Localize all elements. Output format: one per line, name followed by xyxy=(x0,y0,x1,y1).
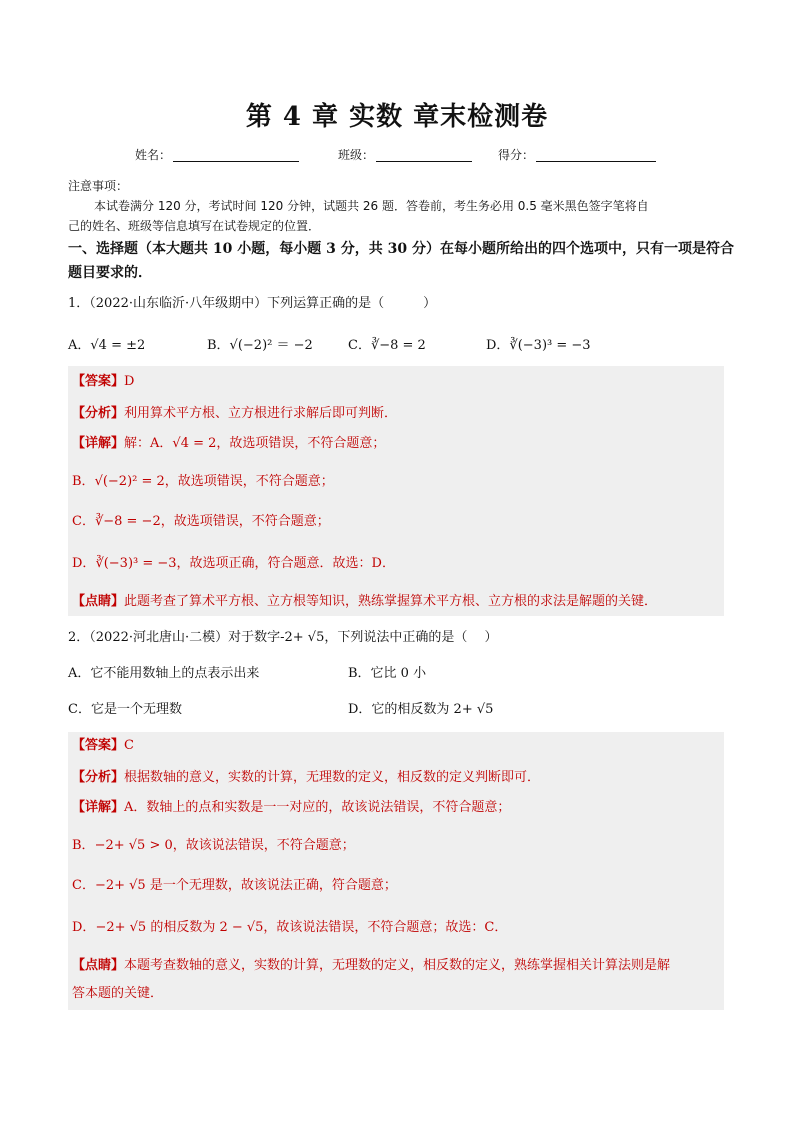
question-2-option-c[interactable]: C．它是一个无理数 xyxy=(68,702,182,717)
notice-heading: 注意事项： xyxy=(68,179,129,193)
answer-value: C xyxy=(124,738,134,753)
detail-d-text: ∛(−3)³ = −3，故选项正确，符合题意．故选：D． xyxy=(95,556,395,571)
notice-line-1: 本试卷满分 120 分，考试时间 120 分钟，试题共 26 题．答卷前，考生务必用 0.5 毫米黑色签字笔将自 xyxy=(94,199,649,213)
class-blank[interactable] xyxy=(376,148,472,162)
q1-comment-line xyxy=(72,592,657,612)
name-field xyxy=(135,146,299,163)
question-1-option-c[interactable]: C．∛−8 = 2 xyxy=(348,338,426,353)
analysis-tag: 【分析】 xyxy=(72,406,125,421)
answer-tag: 【答案】 xyxy=(72,374,125,389)
score-blank[interactable] xyxy=(536,148,656,162)
detail-c-letter: C． xyxy=(72,878,95,893)
comment-text-2: 答本题的关键． xyxy=(72,986,164,1001)
question-1-solution xyxy=(68,366,724,616)
question-2-option-d[interactable]: D．它的相反数为 2+ √5 xyxy=(348,702,494,717)
score-field xyxy=(498,146,656,163)
comment-tag: 【点睛】 xyxy=(72,958,125,973)
answer-value: D xyxy=(124,374,135,389)
detail-b-text: √(−2)² = 2，故选项错误，不符合题意； xyxy=(94,474,334,489)
question-2-stem: 2．（2022·河北唐山·二模）对于数字-2+ √5，下列说法中正确的是（ ） xyxy=(68,630,498,645)
comment-text: 此题考查了算术平方根、立方根等知识，熟练掌握算术平方根、立方根的求法是解题的关键． xyxy=(124,594,658,609)
q1-detail-line-c xyxy=(72,512,330,532)
answer-tag: 【答案】 xyxy=(72,738,125,753)
section-heading-line-2: 题目要求的． xyxy=(68,265,152,281)
notice-line-2: 己的姓名、班级等信息填写在试卷规定的位置． xyxy=(68,219,321,233)
q2-detail-line-c xyxy=(72,876,397,896)
q2-detail-line-d xyxy=(72,918,507,938)
q2-comment-line-2 xyxy=(72,984,163,1004)
detail-c-text: ∛−8 = −2，故选项错误，不符合题意； xyxy=(94,514,330,529)
detail-c-letter: C． xyxy=(72,514,95,529)
question-1-option-a[interactable]: A．√4 = ±2 xyxy=(68,338,146,353)
class-label: 班级： xyxy=(338,148,375,162)
detail-c-text: −2+ √5 是一个无理数，故该说法正确，符合题意； xyxy=(94,878,397,893)
page-title: 第 4 章 实数 章末检测卷 xyxy=(245,102,549,132)
comment-text-1: 本题考查数轴的意义，实数的计算，无理数的定义，相反数的定义，熟练掌握相关计算法则是解 xyxy=(124,958,671,973)
score-label: 得分： xyxy=(498,148,535,162)
section-heading-line-1: 一、选择题（本大题共 10 小题，每小题 3 分，共 30 分）在每小题所给出的四个选项中，只有一项是符合 xyxy=(68,241,734,257)
q2-comment-line-1 xyxy=(72,956,670,976)
analysis-tag: 【分析】 xyxy=(72,770,125,785)
q2-detail-line-b xyxy=(72,836,355,856)
detail-tag: 【详解】 xyxy=(72,800,125,815)
q1-detail-line-a xyxy=(72,434,385,454)
question-2-option-a[interactable]: A．它不能用数轴上的点表示出来 xyxy=(68,666,260,681)
q2-answer-line xyxy=(72,736,134,756)
detail-b-letter: B． xyxy=(72,838,95,853)
detail-d-text: −2+ √5 的相反数为 2 − √5，故该说法错误，不符合题意；故选：C． xyxy=(95,920,508,935)
detail-d-letter: D． xyxy=(72,920,96,935)
question-2-solution xyxy=(68,732,724,1010)
q1-detail-line-d xyxy=(72,554,395,574)
question-1-option-b[interactable]: B．√(−2)² ＝ −2 xyxy=(207,338,313,353)
detail-d-letter: D． xyxy=(72,556,96,571)
detail-b-letter: B． xyxy=(72,474,95,489)
analysis-text: 根据数轴的意义，实数的计算，无理数的定义，相反数的定义判断即可． xyxy=(124,770,541,785)
question-1-stem: 1．（2022·山东临沂·八年级期中）下列运算正确的是（ ） xyxy=(68,296,437,311)
q2-analysis-line xyxy=(72,768,540,788)
detail-a-text: A．数轴上的点和实数是一一对应的，故该说法错误，不符合题意； xyxy=(124,800,511,815)
name-blank[interactable] xyxy=(173,148,299,162)
detail-a-text: 解：A．√4 = 2，故选项错误，不符合题意； xyxy=(124,436,386,451)
q1-detail-line-b xyxy=(72,472,334,492)
detail-b-text: −2+ √5 > 0，故该说法错误，不符合题意； xyxy=(94,838,355,853)
detail-tag: 【详解】 xyxy=(72,436,125,451)
q2-detail-line-a xyxy=(72,798,510,818)
question-1-option-d[interactable]: D．∛(−3)³ = −3 xyxy=(486,338,591,353)
analysis-text: 利用算术平方根、立方根进行求解后即可判断． xyxy=(124,406,398,421)
question-2-option-b[interactable]: B．它比 0 小 xyxy=(348,666,427,681)
comment-tag: 【点睛】 xyxy=(72,594,125,609)
class-field xyxy=(338,146,472,163)
q1-answer-line xyxy=(72,372,134,392)
name-label: 姓名： xyxy=(135,148,172,162)
q1-analysis-line xyxy=(72,404,397,424)
